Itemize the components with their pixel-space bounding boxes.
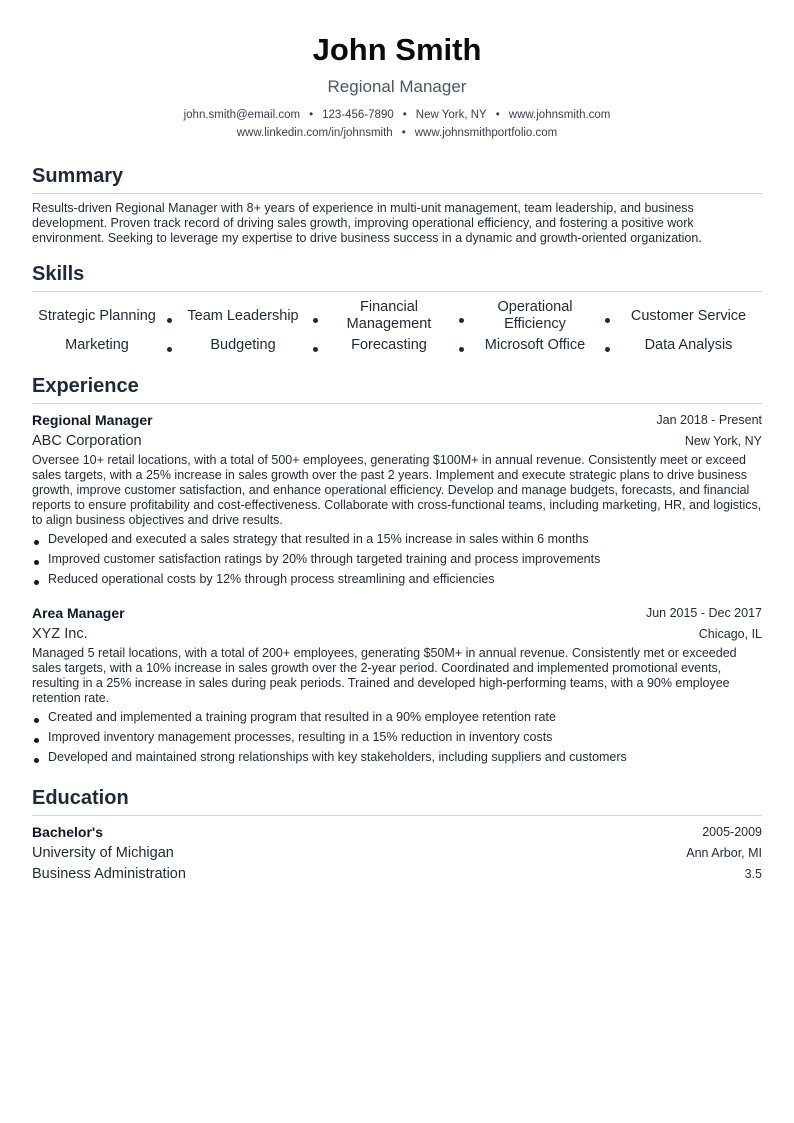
achievement-item [32,572,762,592]
gpa-value: 3.5 [744,867,762,881]
skills-row-2 [32,337,762,371]
skills-row-1 [32,299,762,333]
achievement-text: Developed and executed a sales strategy that resulted in a 15% increase in sales within 6 months [48,532,589,546]
achievement-item [32,552,762,572]
school-location: Ann Arbor, MI [686,846,762,860]
skill-item: Team Leadership [187,308,299,324]
linkedin-link[interactable]: www.linkedin.com/in/johnsmith [236,127,393,139]
skill-separator-dot [167,318,172,323]
education-heading: Education [32,786,762,816]
skill-item: Strategic Planning [38,308,156,324]
skill-item: Forecasting [351,337,427,353]
achievement-item [32,710,762,730]
achievement-item [32,532,762,552]
achievement-text: Improved inventory management processes, resulting in a 15% reduction in inventory costs [48,730,553,744]
achievement-text: Reduced operational costs by 12% through process streamlining and efficiencies [48,572,495,586]
job-achievements [32,532,762,592]
skills-heading: Skills [32,262,762,292]
achievement-text: Developed and maintained strong relationships with key stakeholders, including suppliers and customers [48,750,627,764]
achievement-text: Improved customer satisfaction ratings by 20% through targeted training and process improvements [48,552,601,566]
job-description: Managed 5 retail locations, with a total of 200+ employees, generating $50M+ in annual revenue. Consistently met or exceeded sales targets, with a 10% increase in sales growth over the 2-year period. Coordinated and implemented promotional events, resulting in a 25% increase in sales during peak periods. Trained and developed high-performing teams, with a 90% employee retention rate. [32,646,737,705]
achievement-text: Created and implemented a training program that resulted in a 90% employee retention rate [48,710,556,724]
summary-heading: Summary [32,164,762,194]
achievement-item [32,730,762,750]
school-name: University of Michigan [32,845,174,861]
skill-separator-dot [459,318,464,323]
skill-item: Financial Management [346,299,432,332]
education-dates: 2005-2009 [702,825,762,839]
portfolio-link[interactable]: www.johnsmithportfolio.com [414,127,558,139]
skill-separator-dot [313,318,318,323]
bullet-dot [34,738,39,743]
job-dates: Jun 2015 - Dec 2017 [645,606,762,620]
job-dates: Jan 2018 - Present [656,413,762,427]
bullet-dot [34,560,39,565]
separator-dot: • [402,109,407,121]
bullet-dot [34,718,39,723]
candidate-title: Regional Manager [327,77,467,96]
experience-heading: Experience [32,374,762,404]
contact-row-2 [32,126,762,140]
bullet-dot [34,540,39,545]
field-of-study: Business Administration [32,866,186,882]
company-name: ABC Corporation [32,433,142,449]
job-description: Oversee 10+ retail locations, with a total of 500+ employees, generating $100M+ in annual revenue. Consistently meet or exceed sales targets, with a 25% increase in sales growth over the past 2 years. Implement and execute strategic plans to drive business growth, improve customer satisfaction, and enhance operational efficiency. Develop and manage budgets, forecasts, and financial reports to ensure profitability and cost-effectiveness. Collaborate with cross-functional teams, including marketing, HR, and logistics, to align business objectives and drive results. [32,453,762,527]
location-text: New York, NY [415,109,487,121]
website-link[interactable]: www.johnsmith.com [508,109,611,121]
skill-separator-dot [459,347,464,352]
skill-separator-dot [605,318,610,323]
email-link[interactable]: john.smith@email.com [183,109,301,121]
company-name: XYZ Inc. [32,626,88,642]
job-location: Chicago, IL [698,627,762,641]
separator-dot: • [309,109,314,121]
skill-item: Budgeting [210,337,276,353]
job-achievements [32,710,762,770]
bullet-dot [34,758,39,763]
separator-dot: • [495,109,500,121]
candidate-name: John Smith [312,32,482,67]
summary-text: Results-driven Regional Manager with 8+ years of experience in multi-unit management, team leadership, and business development. Proven track record of driving sales growth, improving operational efficiency, and fostering a positive work environment. Seeking to leverage my expertise to drive business success in a dynamic and growth-oriented organization. [32,201,702,245]
skill-item: Microsoft Office [484,337,586,353]
bullet-dot [34,580,39,585]
skill-separator-dot [167,347,172,352]
skill-item: Operational Efficiency [497,299,573,332]
skill-separator-dot [313,347,318,352]
phone-number: 123-456-7890 [322,109,394,121]
skill-item: Data Analysis [644,337,733,353]
contact-row-1 [32,108,762,122]
degree-name: Bachelor's [32,824,104,840]
separator-dot: • [401,127,406,139]
skill-separator-dot [605,347,610,352]
job-location: New York, NY [684,434,762,448]
job-title: Area Manager [32,605,125,621]
skill-item: Customer Service [630,308,747,324]
job-title: Regional Manager [32,412,153,428]
skill-item: Marketing [65,337,129,353]
achievement-item [32,750,762,770]
